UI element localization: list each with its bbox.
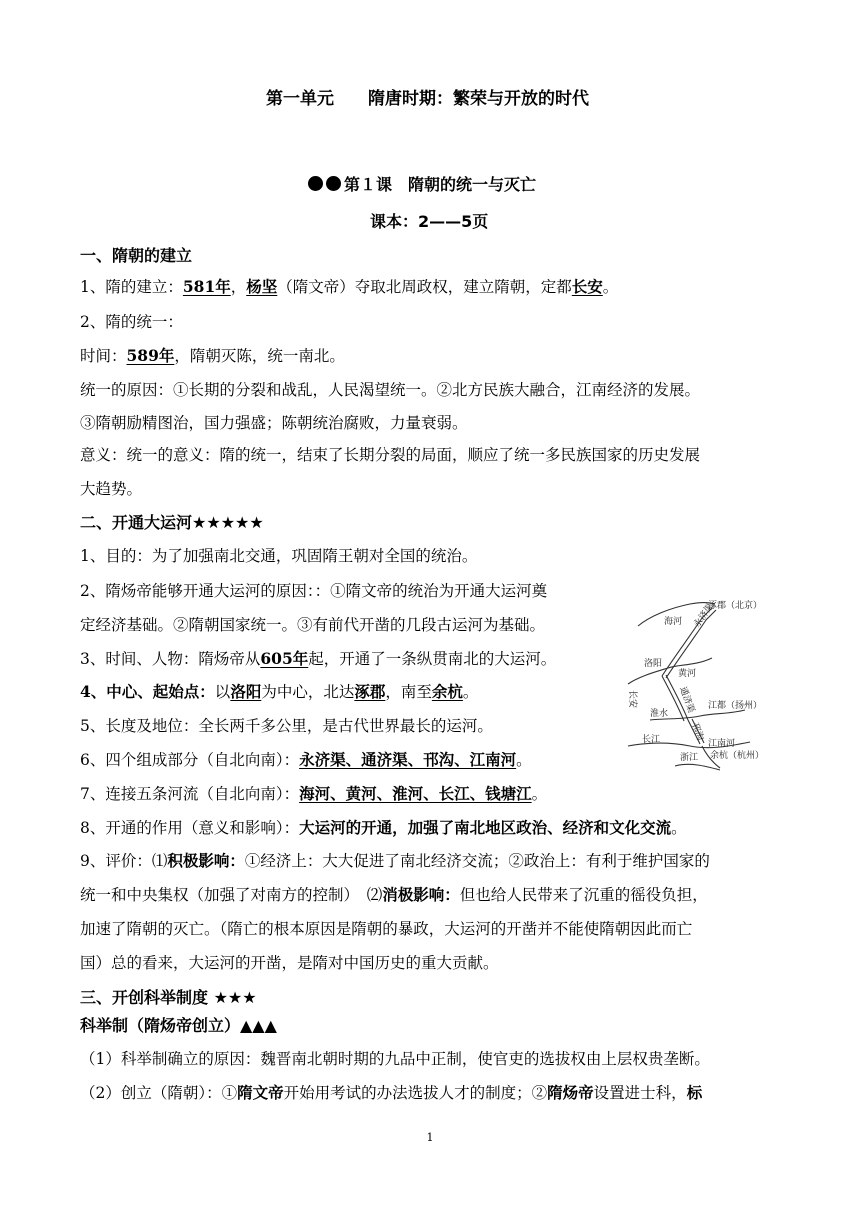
key-term: 杨坚 [246,277,278,296]
map-label-jiangdu: 江都（扬州） [708,701,763,711]
s2-line-13: 国）总的看来，大运河的开凿，是隋对中国历史的重大贡献。 [80,954,499,972]
s1-line-3 [80,345,345,367]
key-term: 长安 [571,277,603,296]
lesson-title-text: 第１课 隋朝的统一与灭亡 [344,175,537,194]
s2-line-11 [80,884,708,906]
text: 6、四个组成部分（自北向南）： [80,751,300,769]
key-term: 消极影响： [382,885,460,904]
text: 8、开通的作用（意义和影响）： [80,819,300,837]
lesson-title [308,172,536,195]
text: 。 [602,278,619,296]
text: 以 [214,683,231,701]
text: 起，开通了一条纵贯南北的大运河。 [308,650,557,668]
s2-line-2: 2、隋炀帝能够开通大运河的原因：：①隋文帝的统治为开通大运河奠 [80,582,548,600]
s2-line-10 [80,850,710,872]
key-term: 洛阳 [230,682,262,701]
s1-line-2: 2、隋的统一： [80,313,183,331]
s1-line-4: 统一的原因：①长期的分裂和战乱，人民渴望统一。②北方民族大融合，江南经济的发展。 [80,381,701,399]
map-label-zhuojun: 涿郡（北京） [708,601,763,611]
bullet-dot-icon [308,176,323,191]
s1-line-6: 意义：统一的意义：隋的统一，结束了长期分裂的局面，顺应了统一多民族国家的历史发展 [80,446,701,464]
s1-line-5: ③隋朝励精图治，国力强盛；陈朝统治腐败，力量衰弱。 [80,414,468,432]
key-term: 永济渠、通济渠、邗沟、江南河 [299,750,517,769]
text: 。 [462,683,479,701]
key-term: 581年 [182,277,231,296]
map-label-haihe: 海河 [664,617,683,627]
map-label-yongjiqu: 永济渠 [692,601,716,630]
map-label-jiangnanhe: 江南河 [708,739,736,749]
s2-line-6: 5、长度及地位：全长两千多公里，是古代世界最长的运河。 [80,717,493,735]
key-term: 积极影响： [167,851,245,870]
key-term: 余杭 [431,682,463,701]
s3-line-1: （1）科举制确立的原因：魏晋南北朝时期的九品中正制，使官吏的选拔权由上层权贵垄断。 [80,1050,710,1068]
text: 7、连接五条河流（自北向南）： [80,785,300,803]
text: 统一和中央集权（加强了对南方的控制） ⑵ [80,886,383,904]
map-label-luoyang: 洛阳 [644,659,663,669]
label: 4、中心、起始点： [80,682,215,701]
map-label-tongjiqu: 通济渠 [677,685,696,715]
map-label-changjiang: 长江 [642,735,661,745]
s2-line-3: 定经济基础。②隋朝国家统一。③有前代开凿的几段古运河为基础。 [80,616,546,634]
text: （2）创立（隋朝）：① [80,1084,238,1102]
text: 为中心，北达 [261,683,355,701]
text: ， [230,278,247,296]
unit-title: 第一单元 隋唐时期：繁荣与开放的时代 [266,89,589,109]
text: 开始用考试的办法选拔人才的制度；② [283,1084,548,1102]
map-label-changan: 长安 [627,690,637,709]
map-label-hangou: 邗沟 [689,721,705,742]
s2-line-5 [80,681,478,703]
text: ①经济上：大大促进了南北经济交流；②政治上：有利于维护国家的 [244,852,710,870]
text: 1、隋的建立： [80,278,183,296]
map-label-huanghe: 黄河 [678,669,697,679]
key-term: 海河、黄河、淮河、长江、钱塘江 [299,784,532,803]
map-label-huaishui: 淮水 [650,709,669,719]
bullet-dot-icon [326,176,341,191]
text: 。 [531,785,548,803]
s2-line-12: 加速了隋朝的灭亡。（隋亡的根本原因是隋朝的暴政，大运河的开凿并不能使隋朝因此而亡 [80,920,693,938]
s2-line-4 [80,648,556,670]
text: 。 [671,819,687,837]
text: 设置进士科， [593,1084,687,1102]
key-term: 隋文帝 [237,1083,284,1102]
map-label-zhejiang: 浙江 [680,753,699,763]
key-term: 隋炀帝 [547,1083,594,1102]
text: 。 [516,751,532,769]
map-label-yuhang: 余杭（杭州） [710,751,765,761]
key-term: 589年 [126,346,175,365]
s2-line-8 [80,783,547,805]
section-heading-2: 二、开通大运河★★★★★ [80,513,264,532]
section-heading-1: 一、隋朝的建立 [80,246,193,265]
text: 时间： [80,347,127,365]
zhejiang-river [675,764,720,770]
page-number: 1 [426,1131,434,1144]
grand-canal-map [620,596,780,774]
key-term: 605年 [260,649,309,668]
text: 9、评价：⑴ [80,852,168,870]
s3-line-2 [80,1082,702,1104]
s1-line-1 [80,276,618,298]
s2-line-9 [80,817,687,839]
s1-line-7: 大趋势。 [80,480,143,498]
text: （隋文帝）夺取北周政权，建立隋朝，定都 [277,278,572,296]
text: ，隋朝灭陈，统一南北。 [174,347,345,365]
textbook-pages: 课本：2——5页 [370,212,489,231]
text: 3、时间、人物：隋炀帝从 [80,650,261,668]
text: ，南至 [385,683,432,701]
s2-line-1: 1、目的：为了加强南北交通，巩固隋王朝对全国的统治。 [80,547,478,565]
text: 但也给人民带来了沉重的徭役负担， [459,886,708,904]
key-term: 标 [686,1083,703,1102]
key-term: 大运河的开通，加强了南北地区政治、经济和文化交流 [299,818,672,837]
section-heading-3: 三、开创科举制度 ★★★ [80,988,257,1007]
sub-heading: 科举制（隋炀帝创立）▲▲▲ [80,1016,277,1035]
s2-line-7 [80,749,532,771]
key-term: 涿郡 [354,682,386,701]
